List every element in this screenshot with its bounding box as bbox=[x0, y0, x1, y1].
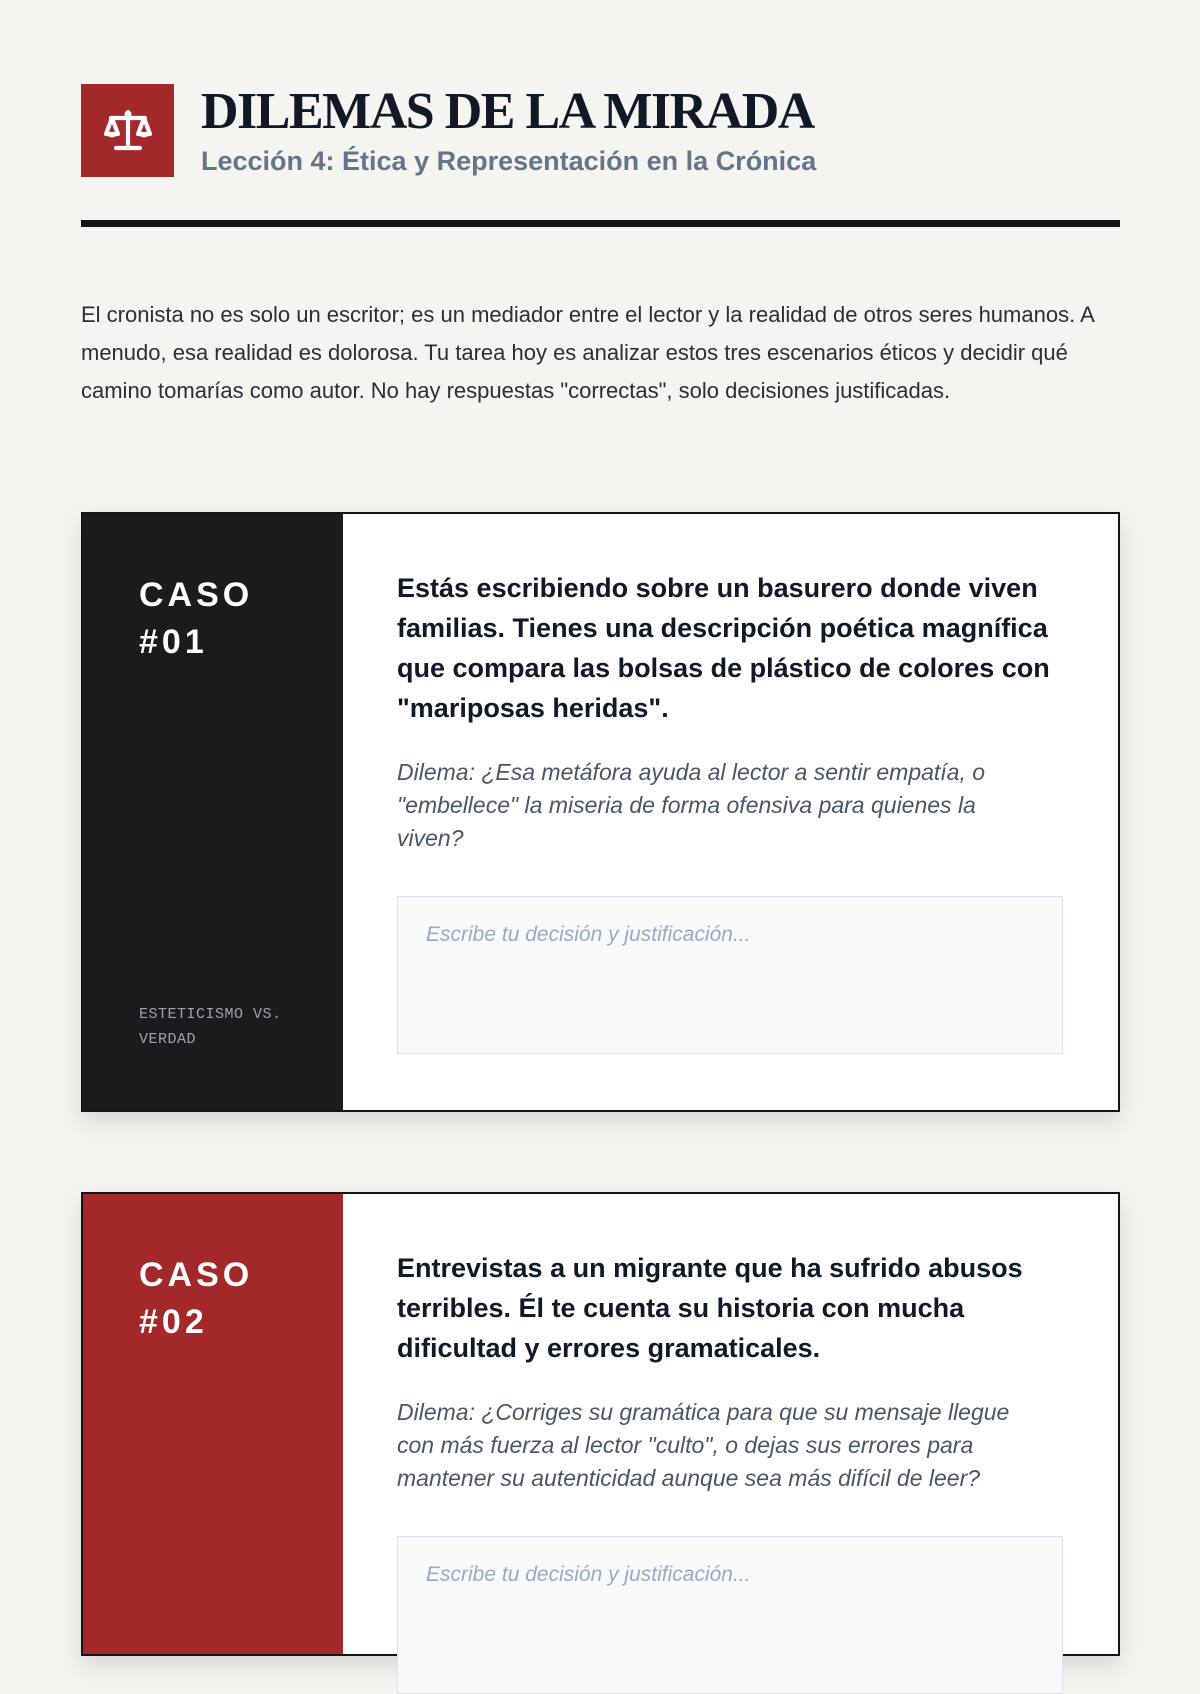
page-header bbox=[81, 84, 1120, 227]
case-dilemma: Dilema: ¿Corriges su gramática para que su mensaje llegue con más fuerza al lector "culto", o dejas sus errores para mantener su autenticidad aunque sea más difícil de leer? bbox=[397, 1399, 1010, 1491]
case-label-number: #01 bbox=[139, 623, 208, 661]
case-content bbox=[343, 514, 1118, 1110]
case-label-word: CASO bbox=[139, 1256, 254, 1294]
case-card-01 bbox=[81, 512, 1120, 1112]
page-title: DILEMAS DE LA MIRADA bbox=[201, 83, 814, 140]
decision-textarea[interactable] bbox=[397, 896, 1063, 1054]
case-label-word: CASO bbox=[139, 576, 254, 614]
case-topic-tag bbox=[139, 1002, 314, 1052]
case-number-label bbox=[139, 572, 319, 666]
case-content bbox=[343, 1194, 1118, 1654]
logo-badge bbox=[81, 84, 174, 177]
case-tag-line: ESTETICISMO VS. bbox=[139, 1006, 282, 1023]
case-card-02 bbox=[81, 1192, 1120, 1656]
decision-textarea[interactable] bbox=[397, 1536, 1063, 1694]
case-sidebar bbox=[83, 514, 343, 1110]
scales-icon bbox=[103, 108, 153, 154]
case-tag-line: VERDAD bbox=[139, 1031, 197, 1048]
case-label-number: #02 bbox=[139, 1303, 208, 1341]
header-divider bbox=[81, 220, 1120, 227]
case-scenario: Entrevistas a un migrante que ha sufrido abusos terribles. Él te cuenta su historia con mucha dificultad y errores gramaticales. bbox=[397, 1253, 1023, 1363]
intro-paragraph: El cronista no es solo un escritor; es un mediador entre el lector y la realidad de otros seres humanos. A menudo, esa realidad es dolorosa. Tu tarea hoy es analizar estos tres escenarios éticos y decidir qué camino tomarías como autor. No hay respuestas "correctas", solo decisiones justificadas. bbox=[81, 302, 1094, 403]
case-scenario: Estás escribiendo sobre un basurero donde viven familias. Tienes una descripción poética magnífica que compara las bolsas de plástico de colores con "mariposas heridas". bbox=[397, 573, 1050, 723]
case-sidebar bbox=[83, 1194, 343, 1654]
case-dilemma: Dilema: ¿Esa metáfora ayuda al lector a sentir empatía, o "embellece" la miseria de forma ofensiva para quienes la viven? bbox=[397, 759, 986, 851]
lesson-subtitle: Lección 4: Ética y Representación en la Crónica bbox=[201, 146, 817, 176]
case-number-label bbox=[139, 1252, 319, 1346]
